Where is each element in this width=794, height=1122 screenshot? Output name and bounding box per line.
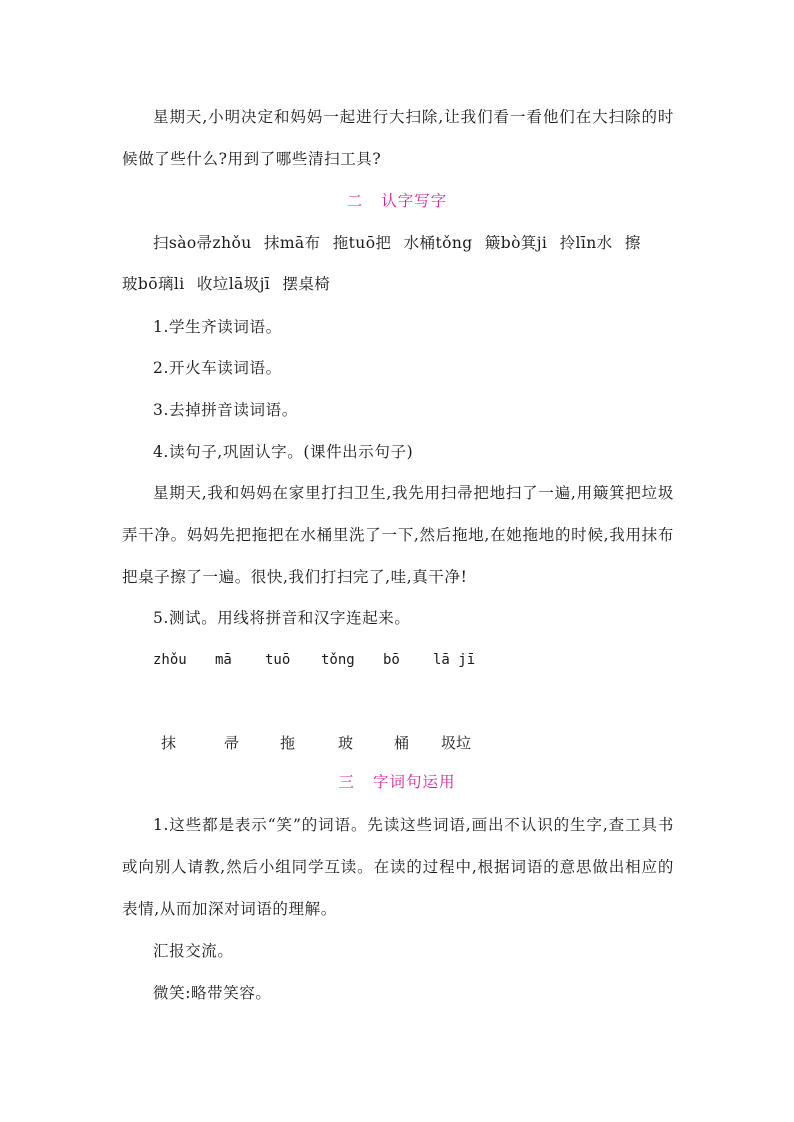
- pinyin-item: lā jī: [433, 652, 476, 668]
- pinyin-item: zhǒu: [153, 652, 187, 668]
- vocab-line-2: 玻bō璃li 收垃lā圾jī 摆桌椅: [122, 275, 331, 293]
- intro-paragraph: 星期天,小明决定和妈妈一起进行大扫除,让我们看一看他们在大扫除的时候做了些什么?用到了哪些清扫工具?: [122, 108, 674, 168]
- section-title: 字词句运用: [373, 773, 456, 791]
- section-heading-3: [0, 772, 794, 792]
- section-title: 认字写字: [381, 192, 448, 210]
- character-item: 拖: [280, 734, 296, 752]
- step-5: 5.测试。用线将拼音和汉字连起来。: [153, 609, 411, 627]
- section-heading-2: [0, 191, 794, 211]
- pinyin-item: tuō: [265, 652, 291, 668]
- pinyin-item: tǒng: [321, 652, 355, 668]
- character-item: 玻: [338, 734, 354, 752]
- section-number: 二: [346, 192, 364, 210]
- step-2: 2.开火车读词语。: [153, 359, 282, 377]
- character-item: 桶: [394, 734, 410, 752]
- pinyin-item: mā: [215, 652, 232, 668]
- step-3: 3.去掉拼音读词语。: [153, 401, 298, 419]
- character-item: 圾垃: [441, 734, 472, 752]
- step-1: 1.学生齐读词语。: [153, 318, 282, 336]
- story-paragraph: 星期天,我和妈妈在家里打扫卫生,我先用扫帚把地扫了一遍,用簸箕把垃圾弄干净。妈妈先把拖把在水桶里洗了一下,然后拖地,在她拖地的时候,我用抹布把桌子擦了一遍。很快,我们打扫完了,哇,真干净!: [122, 484, 674, 586]
- definition-line: 微笑:略带笑容。: [153, 984, 272, 1002]
- section-number: 三: [338, 773, 355, 791]
- exercise-1-paragraph: 1.这些都是表示“笑”的词语。先读这些词语,画出不认识的生字,查工具书或向别人请教,然后小组同学互读。在读的过程中,根据词语的意思做出相应的表情,从而加深对词语的理解。: [122, 816, 674, 918]
- pinyin-item: bō: [383, 652, 400, 668]
- character-item: 帚: [224, 734, 240, 752]
- report-line: 汇报交流。: [153, 942, 234, 960]
- character-item: 抹: [161, 734, 177, 752]
- step-4: 4.读句子,巩固认字。(课件出示句子): [153, 443, 414, 461]
- vocab-line-1: 扫sào帚zhǒu 抹mā布 拖tuō把 水桶tǒng 簸bò箕ji 拎līn水 擦: [153, 234, 641, 252]
